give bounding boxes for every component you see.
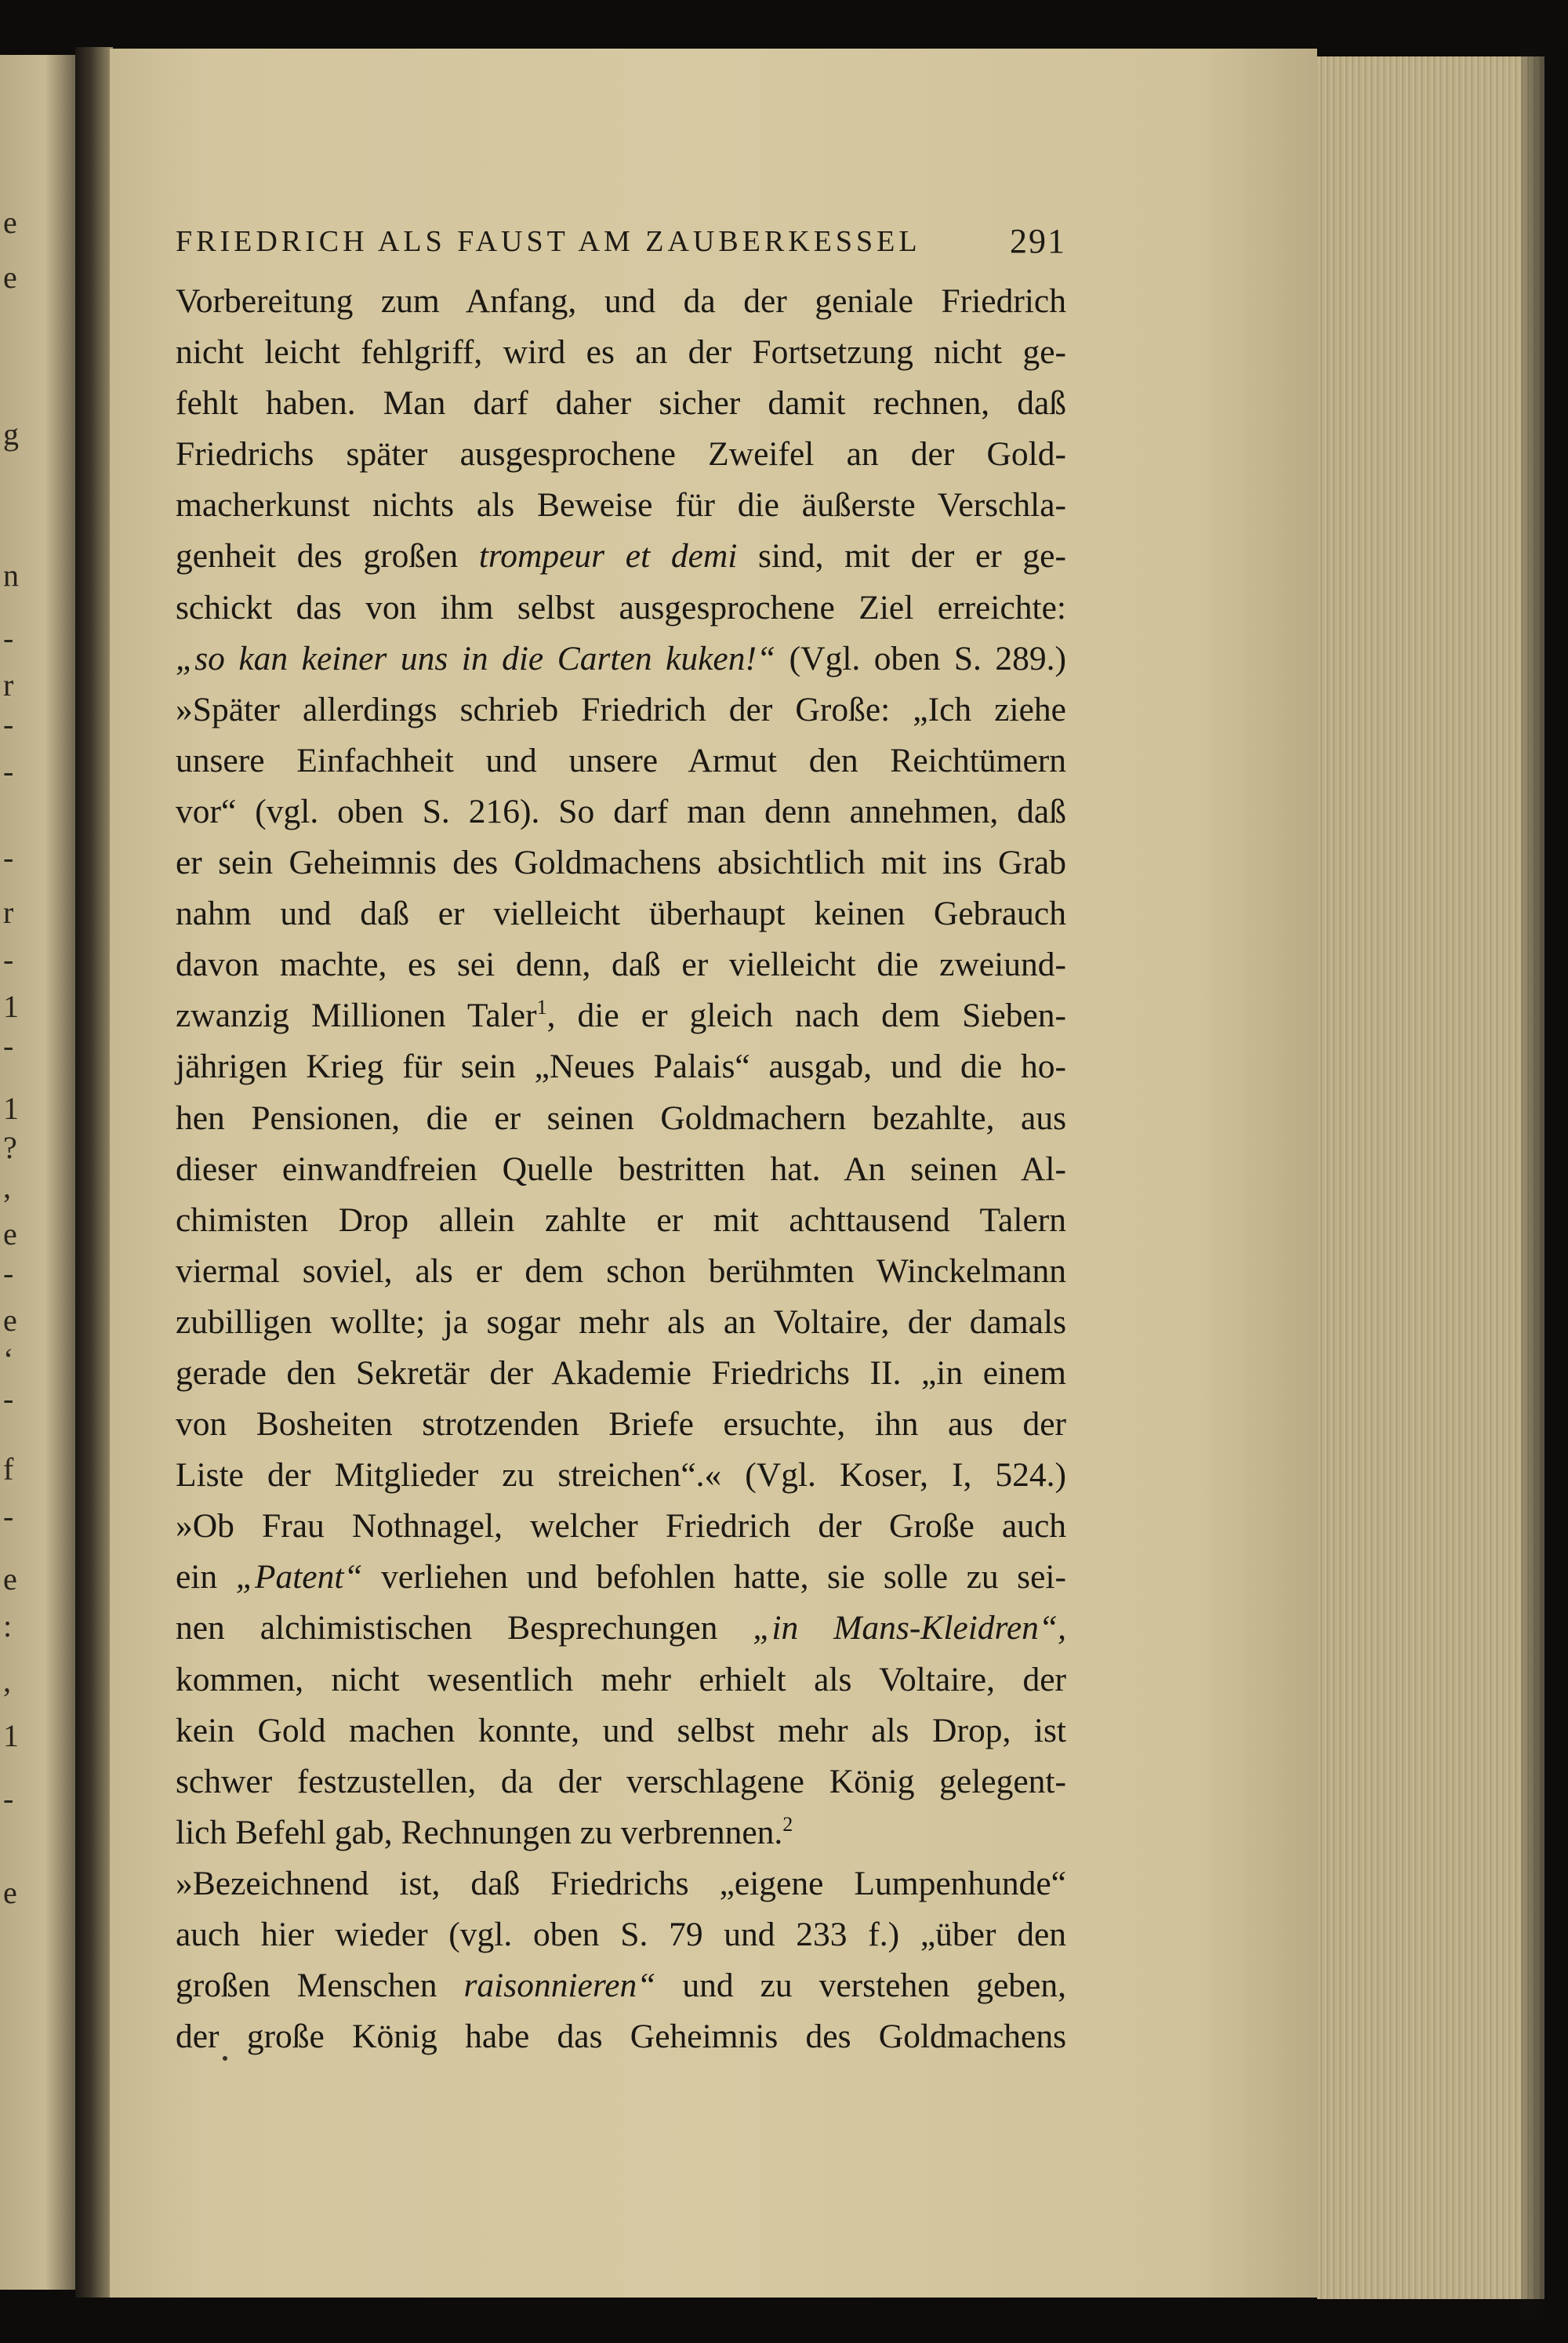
footnote-marker: 1 [536,996,547,1019]
previous-page-fragment: e [3,1875,17,1910]
text-line [176,480,1066,531]
previous-page-fragment: , [3,1663,11,1698]
previous-page-fragment: - [3,707,14,742]
line-text: davon machte, es sei denn, daß er vielleicht die zweiund- [176,946,1066,984]
text-line [176,1603,1066,1654]
line-text: der große König habe das Geheimnis des Goldmachens [176,2018,1066,2056]
line-text: , die er gleich nach dem Sieben- [546,997,1067,1035]
text-line [176,837,1066,888]
line-text: Liste der Mitglieder zu streichen“.« (Vgl. Koser, I, 524.) [176,1456,1066,1495]
line-text: kein Gold machen konnte, und selbst mehr als Drop, ist [176,1711,1066,1749]
line-text: »Später allerdings schrieb Friedrich der Große: „Ich ziehe [176,690,1066,728]
text-line [176,1041,1066,1092]
text-line [176,1399,1066,1450]
previous-page-fragment: e [3,205,17,240]
text-line [176,531,1066,582]
previous-page-fragment: - [3,1781,14,1816]
line-text: verliehen und befohlen hatte, sie solle zu sei- [362,1558,1066,1597]
line-text: fehlt haben. Man darf daher sicher damit rechnen, daß [176,384,1066,423]
previous-page-fragment: e [3,1302,17,1338]
previous-page-fragment: e [3,260,17,295]
previous-page-fragment: 1 [3,1091,19,1126]
body-text [176,276,1066,2062]
text-line [176,1858,1066,1909]
line-text: und zu verstehen geben, [655,1967,1066,2005]
running-header [176,224,1066,259]
text-line [176,327,1066,378]
text-line [176,276,1066,327]
line-text: hen Pensionen, die er seinen Goldmachern bezahlte, aus [176,1099,1066,1137]
text-line [176,1144,1066,1195]
text-line [176,1348,1066,1399]
line-text: von Bosheiten strotzenden Briefe ersuchte, ihn aus der [176,1405,1066,1444]
text-line [176,378,1066,429]
text-line [176,1297,1066,1348]
line-text: sind, mit der er ge- [737,537,1066,576]
line-text: zubilligen wollte; ja sogar mehr als an Voltaire, der damals [176,1302,1066,1341]
page-number: 291 [1010,222,1066,260]
italic-text: „Patent“ [235,1558,363,1597]
line-text: »Bezeichnend ist, daß Friedrichs „eigene Lumpenhunde“ [176,1864,1066,1902]
text-line [176,1501,1066,1552]
line-text: lich Befehl gab, Rechnungen zu verbrennen. [176,1813,783,1851]
previous-page-fragment: - [3,620,14,656]
text-line [176,1246,1066,1297]
book-gutter [75,47,113,2298]
line-text: zwanzig Millionen Taler [176,997,537,1035]
previous-page-fragment: ? [3,1130,17,1165]
text-line [176,2011,1066,2062]
line-text: (Vgl. oben S. 289.) [775,639,1066,677]
line-text: viermal soviel, als er dem schon berühmten Winckelmann [176,1251,1066,1290]
line-text: genheit des großen [176,537,479,576]
text-line [176,939,1066,990]
previous-page-fragment: ‘ [3,1342,14,1377]
line-text: nicht leicht fehlgriff, wird es an der Fortsetzung nicht ge- [176,333,1066,372]
text-line [176,888,1066,939]
text-line [176,786,1066,837]
line-text: er sein Geheimnis des Goldmachens absichtlich mit ins Grab [176,844,1066,882]
line-text: nen alchimistischen Besprechungen [176,1609,753,1647]
previous-page-fragment: g [3,416,19,452]
line-text: dieser einwandfreien Quelle bestritten hat. An seinen Al- [176,1150,1066,1188]
previous-page-fragment: r [3,667,14,703]
text-line [176,1450,1066,1501]
previous-page-fragment: f [3,1451,14,1487]
line-text: auch hier wieder (vgl. oben S. 79 und 233 f.) „über den [176,1916,1066,1953]
previous-page-fragment: - [3,1028,14,1063]
previous-page-edge [0,55,75,2290]
text-line [176,990,1066,1041]
previous-page-fragment: - [3,1255,14,1291]
page-edges [1317,56,1544,2299]
page-speck [223,2056,227,2061]
line-text: unsere Einfachheit und unsere Armut den Reichtümern [176,741,1066,779]
italic-text: raisonnieren“ [463,1967,656,2005]
line-text: Friedrichs später ausgesprochene Zweifel an der Gold- [176,435,1066,474]
line-text: schickt das von ihm selbst ausgesprochene Ziel erreichte: [176,588,1066,627]
text-line [176,634,1066,685]
text-line [176,1195,1066,1246]
previous-page-fragment: n [3,558,19,593]
previous-page-fragment: - [3,1498,14,1534]
text-line [176,736,1066,786]
footnote-marker: 2 [782,1812,793,1836]
text-line [176,1807,1066,1858]
previous-page-fragment: 1 [3,1718,19,1753]
previous-page-fragment: e [3,1216,17,1251]
previous-page-fragment: - [3,1381,14,1416]
text-line [176,429,1066,480]
line-text: gerade den Sekretär der Akademie Friedrichs II. „in einem [176,1353,1066,1392]
line-text: »Ob Frau Nothnagel, welcher Friedrich der Große auch [176,1507,1066,1546]
previous-page-fragment: 1 [3,989,19,1024]
line-text: Vorbereitung zum Anfang, und da der geniale Friedrich [176,282,1066,320]
page-edges-shadow [1521,47,1568,2321]
line-text: chimisten Drop allein zahlte er mit achttausend Talern [176,1201,1066,1239]
text-line [176,1705,1066,1756]
italic-text: trompeur et demi [478,537,738,576]
line-text: nahm und daß er vielleicht überhaupt keinen Gebrauch [176,895,1066,933]
previous-page-fragment: : [3,1608,13,1644]
previous-page-fragment: e [3,1561,17,1597]
previous-page-fragment: - [3,840,14,875]
previous-page-fragment: r [3,895,14,930]
text-line [176,685,1066,736]
text-line [176,1093,1066,1144]
line-text: kommen, nicht wesentlich mehr erhielt als Voltaire, der [176,1660,1066,1698]
previous-page-fragment: - [3,942,14,977]
text-line [176,1552,1066,1603]
text-line [176,1655,1066,1705]
line-text: großen Menschen [176,1967,464,2005]
italic-text: „so kan keiner uns in die Carten kuken!“ [176,639,776,677]
italic-text: „in Mans-Kleidren“, [753,1609,1066,1647]
previous-page-fragment: , [3,1169,11,1204]
text-line [176,1909,1066,1960]
line-text: ein [176,1558,236,1597]
running-title: FRIEDRICH ALS FAUST AM ZAUBERKESSEL [176,225,921,258]
line-text: vor“ (vgl. oben S. 216). So darf man denn annehmen, daß [176,792,1066,830]
line-text: jährigen Krieg für sein „Neues Palais“ ausgab, und die ho- [176,1048,1066,1086]
text-line [176,1756,1066,1807]
text-line [176,583,1066,634]
previous-page-fragment: - [3,754,14,789]
text-line [176,1960,1066,2011]
line-text: macherkunst nichts als Beweise für die äußerste Verschla- [176,486,1066,525]
line-text: schwer festzustellen, da der verschlagene König gelegent- [176,1762,1066,1800]
